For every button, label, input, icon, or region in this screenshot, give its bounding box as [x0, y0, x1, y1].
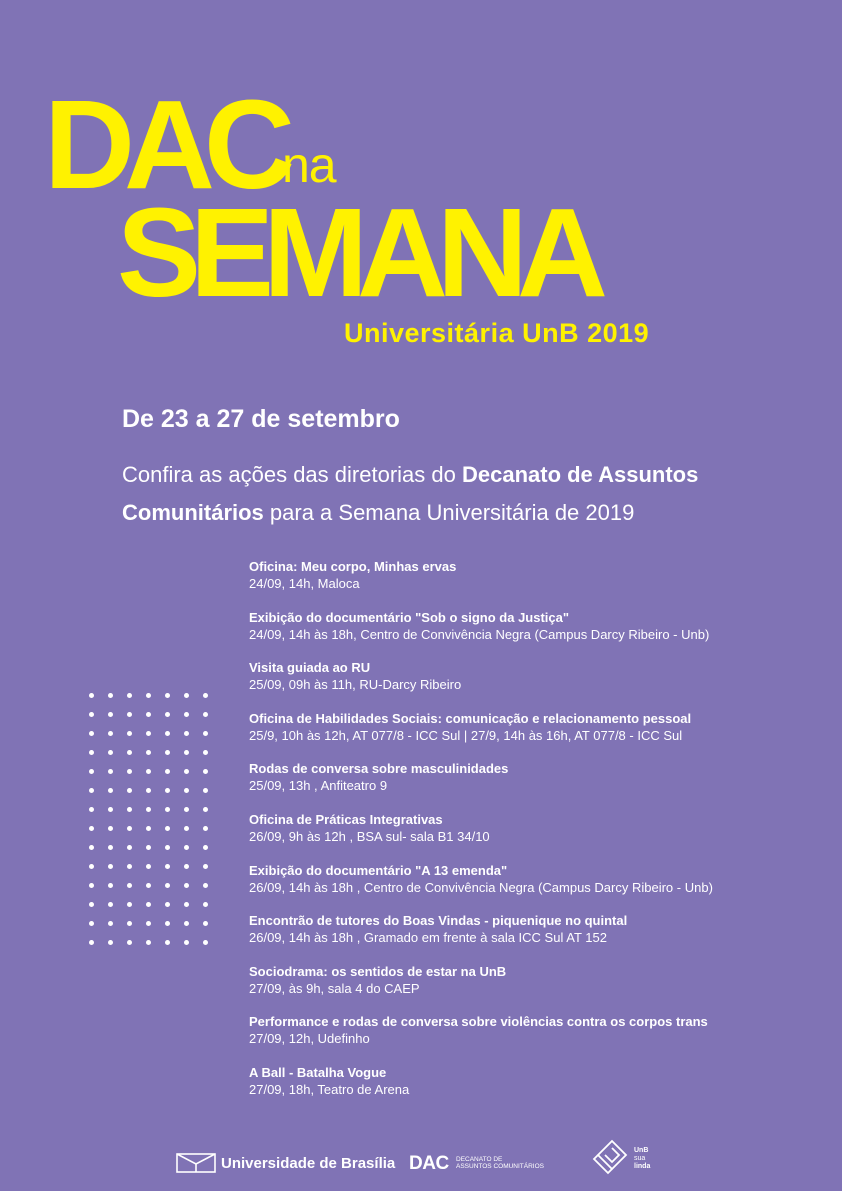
- event-item: [249, 963, 809, 1014]
- intro-bold1: Decanato de Assuntos: [461, 462, 699, 487]
- decorative-dot: [89, 807, 94, 812]
- decorative-dot: [203, 731, 208, 736]
- event-detail: 26/09, 14h às 18h , Centro de Convivência Negra (Campus Darcy Ribeiro - Unb): [249, 879, 713, 895]
- decorative-dot: [89, 769, 94, 774]
- decorative-dot: [184, 864, 189, 869]
- intro-part2: para a Semana Universitária de 2019: [263, 500, 635, 525]
- decorative-dot: [146, 769, 151, 774]
- decorative-dot: [165, 940, 170, 945]
- decorative-dot: [184, 769, 189, 774]
- decorative-dot: [146, 712, 151, 717]
- decorative-dot: [127, 712, 132, 717]
- decorative-dot: [89, 921, 94, 926]
- decorative-dot: [184, 826, 189, 831]
- event-detail: 25/09, 13h , Anfiteatro 9: [249, 778, 388, 794]
- decorative-dot: [89, 864, 94, 869]
- decorative-dot: [203, 864, 208, 869]
- decorative-dot: [184, 750, 189, 755]
- decorative-dot: [108, 940, 113, 945]
- unb-logo-text: Universidade de Brasília: [221, 1155, 396, 1172]
- event-detail: 26/09, 9h às 12h , BSA sul- sala B1 34/10: [249, 828, 490, 844]
- decorative-dot: [89, 940, 94, 945]
- decorative-dot: [127, 750, 132, 755]
- title-na: na: [282, 137, 336, 193]
- decorative-dot: [89, 693, 94, 698]
- decorative-dot: [89, 750, 94, 755]
- event-item: [249, 760, 809, 811]
- decorative-dot: [146, 845, 151, 850]
- decorative-dot: [203, 826, 208, 831]
- event-item: [249, 912, 809, 963]
- dac-logo-mark: DAC: [409, 1153, 449, 1174]
- decorative-dot: [165, 864, 170, 869]
- decorative-dot: [165, 883, 170, 888]
- decorative-dot: [89, 712, 94, 717]
- footer-logos: [0, 1135, 842, 1185]
- intro-part1: Confira as ações das diretorias do: [122, 462, 462, 487]
- decorative-dot: [146, 693, 151, 698]
- decorative-dot: [146, 807, 151, 812]
- decorative-dot: [203, 788, 208, 793]
- decorative-dot: [146, 902, 151, 907]
- decorative-dot: [89, 902, 94, 907]
- event-detail: 25/9, 10h às 12h, AT 077/8 - ICC Sul | 27/9, 14h às 16h, AT 077/8 - ICC Sul: [249, 727, 683, 743]
- unb-sua-linda-logo-text: [634, 1147, 650, 1171]
- decorative-dot: [184, 940, 189, 945]
- decorative-dot: [108, 769, 113, 774]
- title-dac: DAC: [44, 74, 284, 215]
- decorative-dot: [184, 712, 189, 717]
- decorative-dot: [127, 731, 132, 736]
- decorative-dot: [203, 845, 208, 850]
- event-title: Performance e rodas de conversa sobre violências contra os corpos trans: [249, 1014, 708, 1030]
- decorative-dot: [146, 826, 151, 831]
- decorative-dot: [165, 750, 170, 755]
- event-item: [249, 1064, 809, 1115]
- decorative-dot: [184, 731, 189, 736]
- decorative-dot: [184, 845, 189, 850]
- decorative-dot: [184, 921, 189, 926]
- event-item: [249, 710, 809, 761]
- decorative-dot: [127, 769, 132, 774]
- event-detail: 25/09, 09h às 11h, RU-Darcy Ribeiro: [249, 677, 462, 693]
- decorative-dot: [146, 883, 151, 888]
- intro-text: [122, 456, 802, 532]
- decorative-dot: [127, 826, 132, 831]
- decorative-dot: [108, 750, 113, 755]
- decorative-dot: [203, 921, 208, 926]
- decorative-dot: [127, 883, 132, 888]
- decorative-dot: [127, 921, 132, 926]
- decorative-dot: [127, 788, 132, 793]
- decorative-dot: [127, 864, 132, 869]
- decorative-dot: [108, 845, 113, 850]
- decorative-dot: [203, 940, 208, 945]
- dac-logo-line: ASSUNTOS COMUNITÁRIOS: [456, 1163, 545, 1170]
- event-title: Oficina de Práticas Integrativas: [249, 811, 443, 827]
- decorative-dot: [146, 788, 151, 793]
- event-item: [249, 659, 809, 710]
- sl-line: sua: [634, 1155, 646, 1162]
- decorative-dot: [184, 902, 189, 907]
- sl-line: linda: [634, 1163, 651, 1170]
- decorative-dot: [89, 845, 94, 850]
- date-range: De 23 a 27 de setembro: [122, 405, 400, 433]
- decorative-dot: [146, 731, 151, 736]
- decorative-dot: [108, 712, 113, 717]
- event-detail: 24/09, 14h, Maloca: [249, 576, 360, 591]
- event-title: Visita guiada ao RU: [249, 660, 371, 676]
- event-detail: 26/09, 14h às 18h , Gramado em frente à sala ICC Sul AT 152: [249, 930, 607, 946]
- decorative-dot: [108, 693, 113, 698]
- decorative-dot: [184, 807, 189, 812]
- decorative-dot: [146, 750, 151, 755]
- decorative-dot: [165, 902, 170, 907]
- decorative-dot: [146, 921, 151, 926]
- decorative-dot: [165, 731, 170, 736]
- decorative-dot: [146, 940, 151, 945]
- event-title: Exibição do documentário "Sob o signo da Justiça": [249, 609, 570, 625]
- event-title: Encontrão de tutores do Boas Vindas - piquenique no quintal: [249, 913, 628, 929]
- decorative-dot: [127, 693, 132, 698]
- decorative-dot: [146, 864, 151, 869]
- event-title: A Ball - Batalha Vogue: [249, 1064, 387, 1080]
- event-title: Oficina: Meu corpo, Minhas ervas: [249, 559, 457, 574]
- decorative-dot: [203, 807, 208, 812]
- event-item: [249, 862, 809, 913]
- decorative-dot: [203, 902, 208, 907]
- decorative-dot: [89, 731, 94, 736]
- event-title: Sociodrama: os sentidos de estar na UnB: [249, 963, 507, 979]
- decorative-dot: [127, 807, 132, 812]
- event-detail: 27/09, às 9h, sala 4 do CAEP: [249, 980, 420, 996]
- event-detail: 24/09, 14h às 18h, Centro de Convivência Negra (Campus Darcy Ribeiro - Unb): [249, 626, 710, 642]
- dac-logo-text: [456, 1156, 544, 1170]
- decorative-dot: [203, 750, 208, 755]
- decorative-dot: [165, 788, 170, 793]
- decorative-dot: [165, 712, 170, 717]
- dot-grid-decoration: [82, 686, 212, 966]
- intro-bold2: Comunitários: [122, 500, 264, 525]
- subtitle: Universitária UnB 2019: [344, 318, 650, 348]
- decorative-dot: [127, 845, 132, 850]
- decorative-dot: [89, 826, 94, 831]
- decorative-dot: [108, 807, 113, 812]
- event-list: [249, 558, 809, 1115]
- unb-sua-linda-logo-icon: [592, 1137, 632, 1177]
- title-semana: SEMANA: [117, 182, 598, 323]
- decorative-dot: [89, 883, 94, 888]
- decorative-dot: [203, 769, 208, 774]
- decorative-dot: [108, 921, 113, 926]
- decorative-dot: [203, 693, 208, 698]
- event-title: Exibição do documentário "A 13 emenda": [249, 862, 508, 878]
- event-title: Oficina de Habilidades Sociais: comunicação e relacionamento pessoal: [249, 710, 692, 726]
- decorative-dot: [108, 883, 113, 888]
- decorative-dot: [127, 902, 132, 907]
- decorative-dot: [89, 788, 94, 793]
- decorative-dot: [165, 693, 170, 698]
- decorative-dot: [108, 826, 113, 831]
- decorative-dot: [165, 921, 170, 926]
- event-detail: 27/09, 18h, Teatro de Arena: [249, 1081, 410, 1097]
- event-item: [249, 1013, 809, 1064]
- decorative-dot: [108, 864, 113, 869]
- dac-logo-line: DECANATO DE: [456, 1156, 503, 1163]
- decorative-dot: [165, 807, 170, 812]
- decorative-dot: [165, 845, 170, 850]
- decorative-dot: [165, 826, 170, 831]
- decorative-dot: [108, 788, 113, 793]
- event-detail: 27/09, 12h, Udefinho: [249, 1031, 370, 1047]
- unb-logo-icon: [176, 1153, 216, 1173]
- decorative-dot: [108, 902, 113, 907]
- decorative-dot: [184, 693, 189, 698]
- event-item: [249, 609, 809, 660]
- decorative-dot: [203, 712, 208, 717]
- sl-line: UnB: [634, 1147, 649, 1154]
- event-item: [249, 811, 809, 862]
- event-title: Rodas de conversa sobre masculinidades: [249, 761, 509, 777]
- decorative-dot: [108, 731, 113, 736]
- decorative-dot: [184, 788, 189, 793]
- decorative-dot: [184, 883, 189, 888]
- decorative-dot: [165, 769, 170, 774]
- event-item: [249, 558, 809, 609]
- decorative-dot: [203, 883, 208, 888]
- decorative-dot: [127, 940, 132, 945]
